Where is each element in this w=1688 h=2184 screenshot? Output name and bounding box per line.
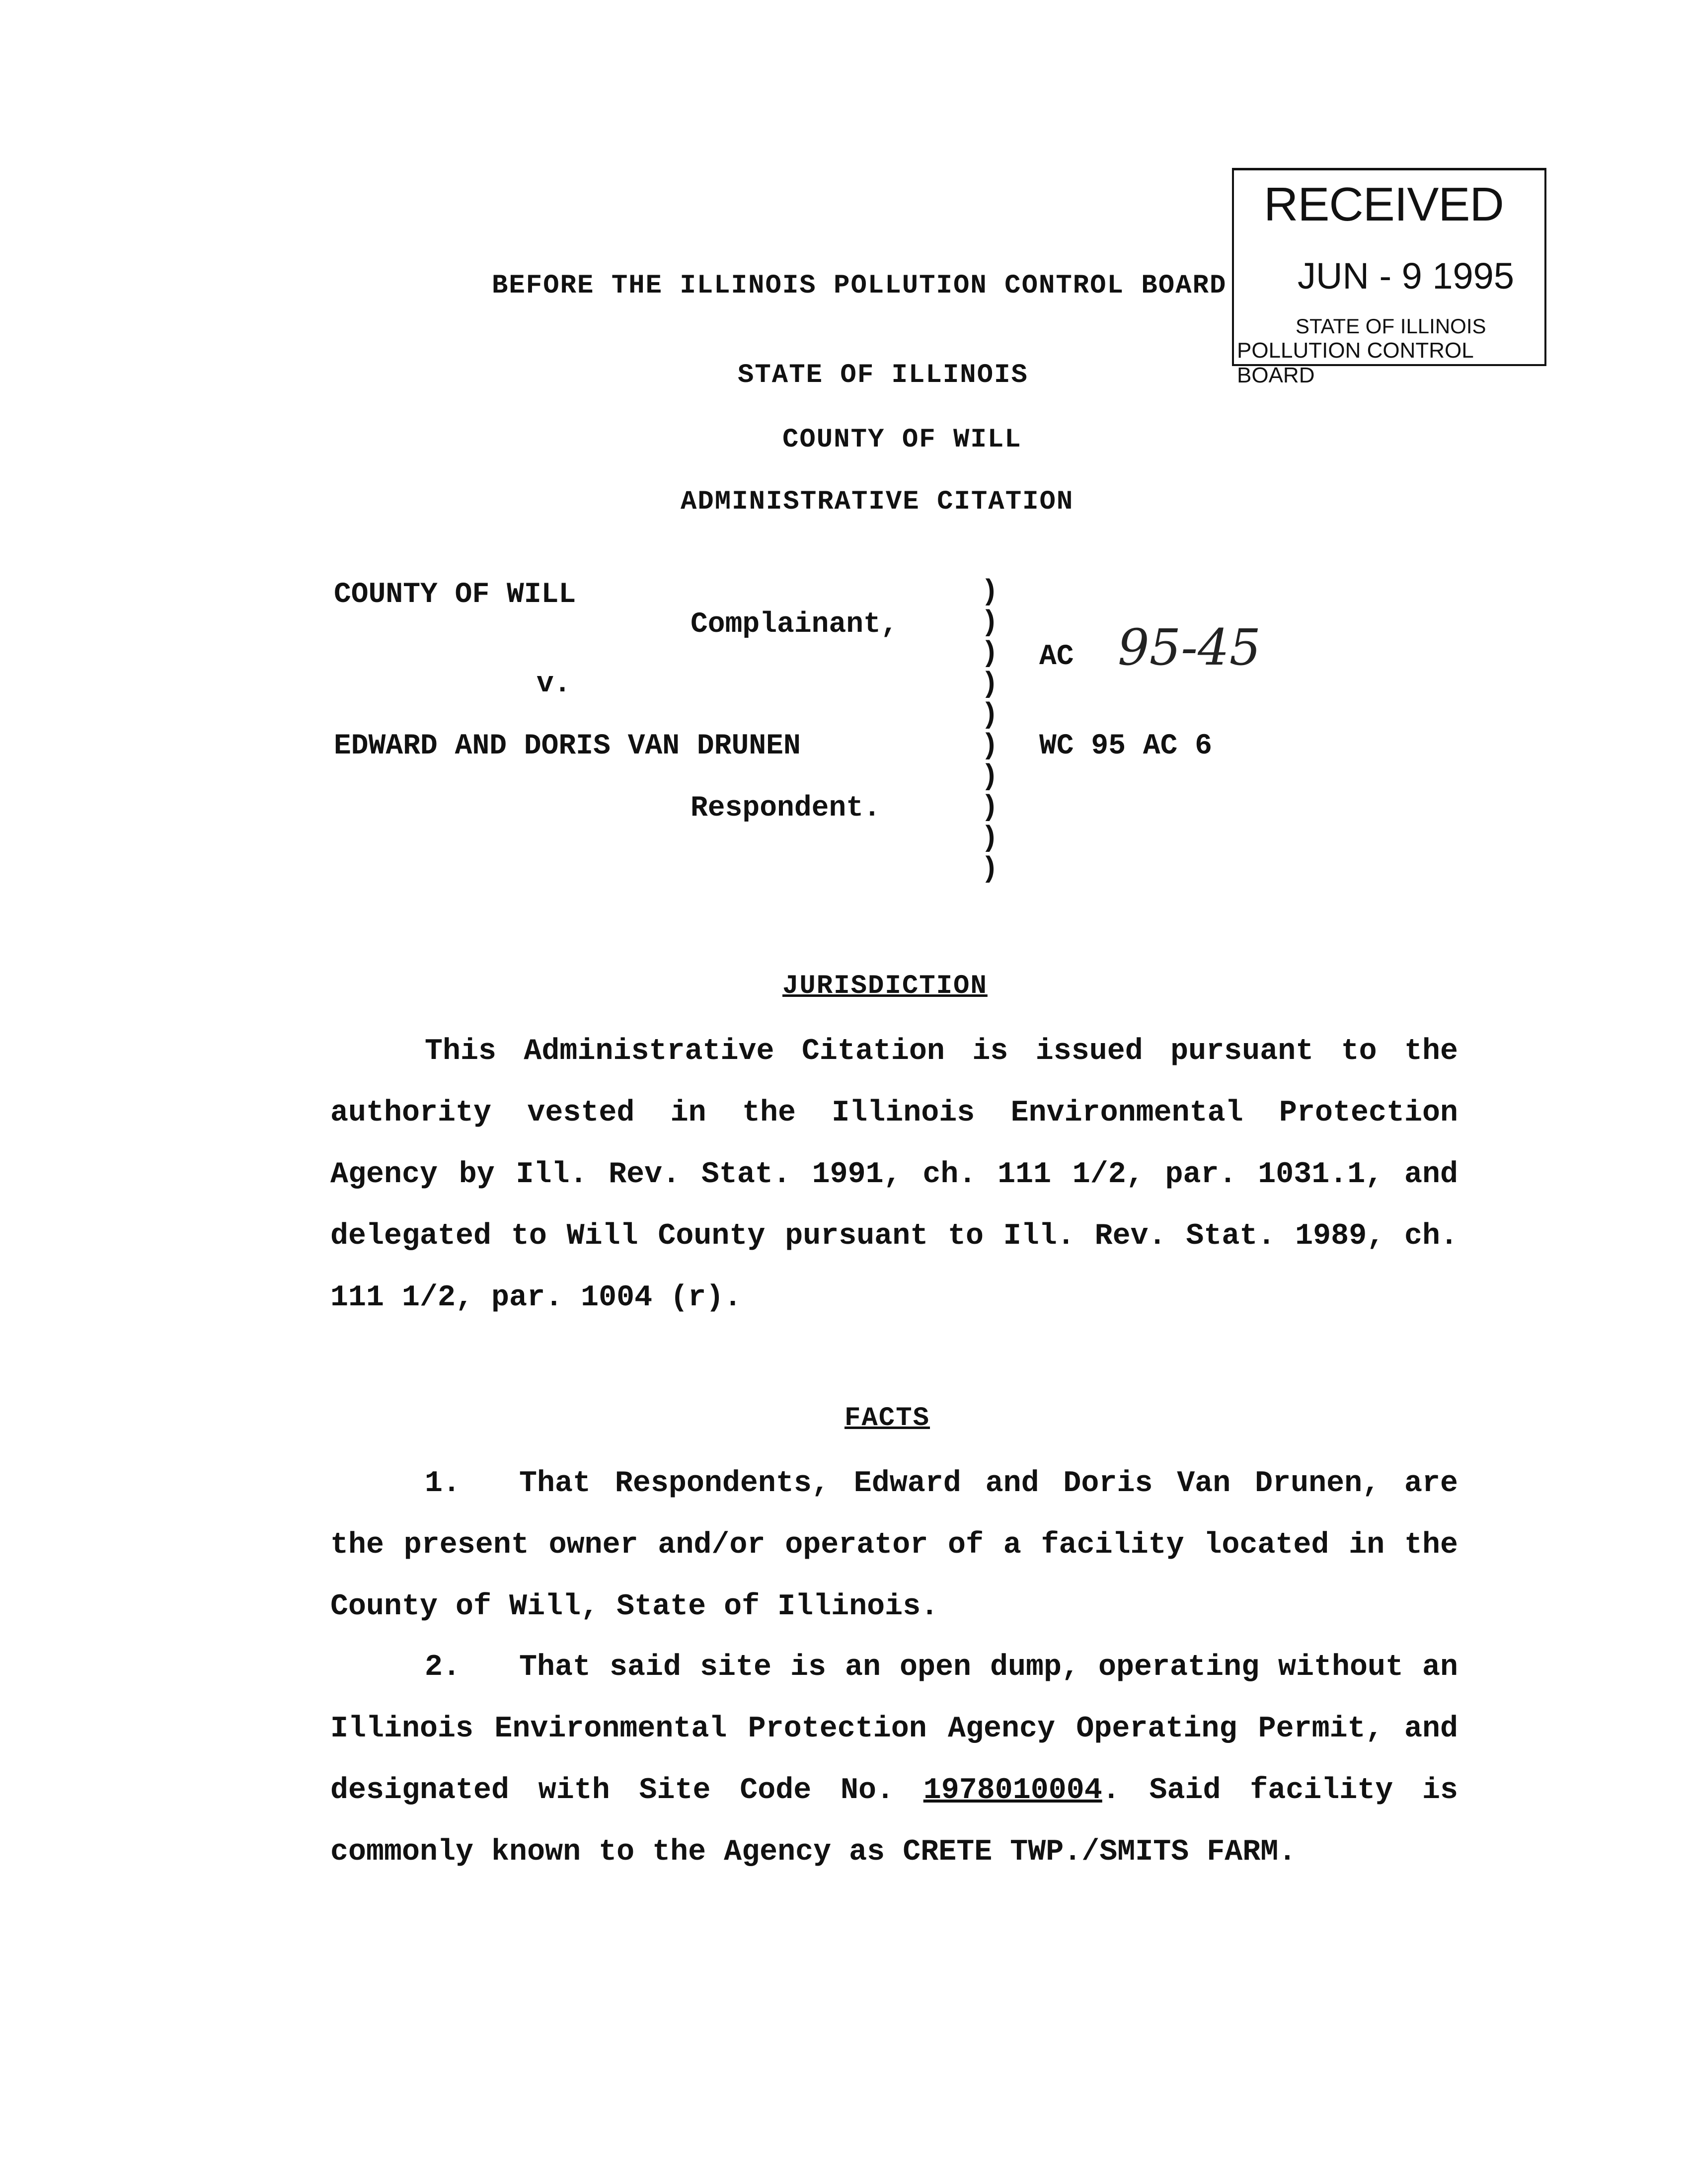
complainant-name: COUNTY OF WILL [334, 579, 576, 611]
stamp-title: RECEIVED [1264, 178, 1504, 231]
fact-1-number: 1. [425, 1467, 461, 1501]
received-stamp [1232, 168, 1546, 387]
site-code: 1978010004 [923, 1774, 1102, 1807]
county-heading: COUNTY OF WILL [782, 425, 1022, 455]
jurisdiction-text-b: is issued pursuant to the authority vested in the Illinois Environmental Protection Agency by Ill. Rev. Stat. 1991, ch. 111 1/2, par. 1031.1, and delegated to Will County pursuant to Ill. Rev. Stat. 1989, ch. 111 1/2, par. 1004 (r). [330, 1035, 1458, 1315]
caption-paren: ) [981, 638, 998, 670]
jurisdiction-heading: JURISDICTION [782, 971, 988, 1001]
ac-number-handwritten: 95-45 [1118, 618, 1261, 677]
fact-2-paragraph [330, 1637, 1458, 1883]
fact-1-paragraph [330, 1453, 1458, 1638]
board-heading: BEFORE THE ILLINOIS POLLUTION CONTROL BOARD [492, 271, 1227, 301]
stamp-date: JUN - 9 1995 [1298, 255, 1514, 297]
caption-paren: ) [981, 669, 998, 701]
fact-2-number: 2. [425, 1651, 461, 1684]
jurisdiction-text-a: This [425, 1035, 524, 1068]
state-heading: STATE OF ILLINOIS [738, 360, 1028, 390]
stamp-line-state: STATE OF ILLINOIS [1296, 314, 1486, 338]
fact-2-text-b: . Said facility is commonly known to the Agency as [330, 1774, 1458, 1869]
caption-paren: ) [981, 792, 998, 824]
caption-paren: ) [981, 699, 998, 732]
caption-paren: ) [981, 761, 998, 793]
facts-heading: FACTS [844, 1403, 930, 1433]
site-name: CRETE TWP./SMITS FARM [903, 1835, 1279, 1869]
caption-paren: ) [981, 576, 998, 608]
complainant-role: Complainant, [691, 608, 898, 641]
case-number: WC 95 AC 6 [1039, 730, 1213, 762]
jurisdiction-paragraph [330, 1021, 1458, 1329]
caption-paren: ) [981, 823, 998, 855]
versus: v. [537, 668, 571, 700]
fact-2-text-c: . [1278, 1835, 1297, 1869]
jurisdiction-text-bold: Administrative Citation [524, 1035, 945, 1068]
respondent-role: Respondent. [691, 792, 881, 825]
fact-1-text: That Respondents, Edward and Doris Van Drunen, are the present owner and/or operator of a facility located in the County of Will, State of Illinois. [330, 1467, 1458, 1624]
caption-paren: ) [981, 607, 998, 639]
ac-label: AC [1039, 641, 1074, 673]
respondent-name: EDWARD AND DORIS VAN DRUNEN [334, 730, 801, 762]
caption-paren: ) [981, 853, 998, 886]
stamp-line-board: POLLUTION CONTROL BOARD [1237, 338, 1473, 387]
document-type-heading: ADMINISTRATIVE CITATION [681, 487, 1074, 517]
fact-2-text-a: That said site is an open dump, operating without an Illinois Environmental Protection Agency Operating Permit, and designated with Site Code No. [330, 1651, 1458, 1807]
caption-paren: ) [981, 730, 998, 762]
